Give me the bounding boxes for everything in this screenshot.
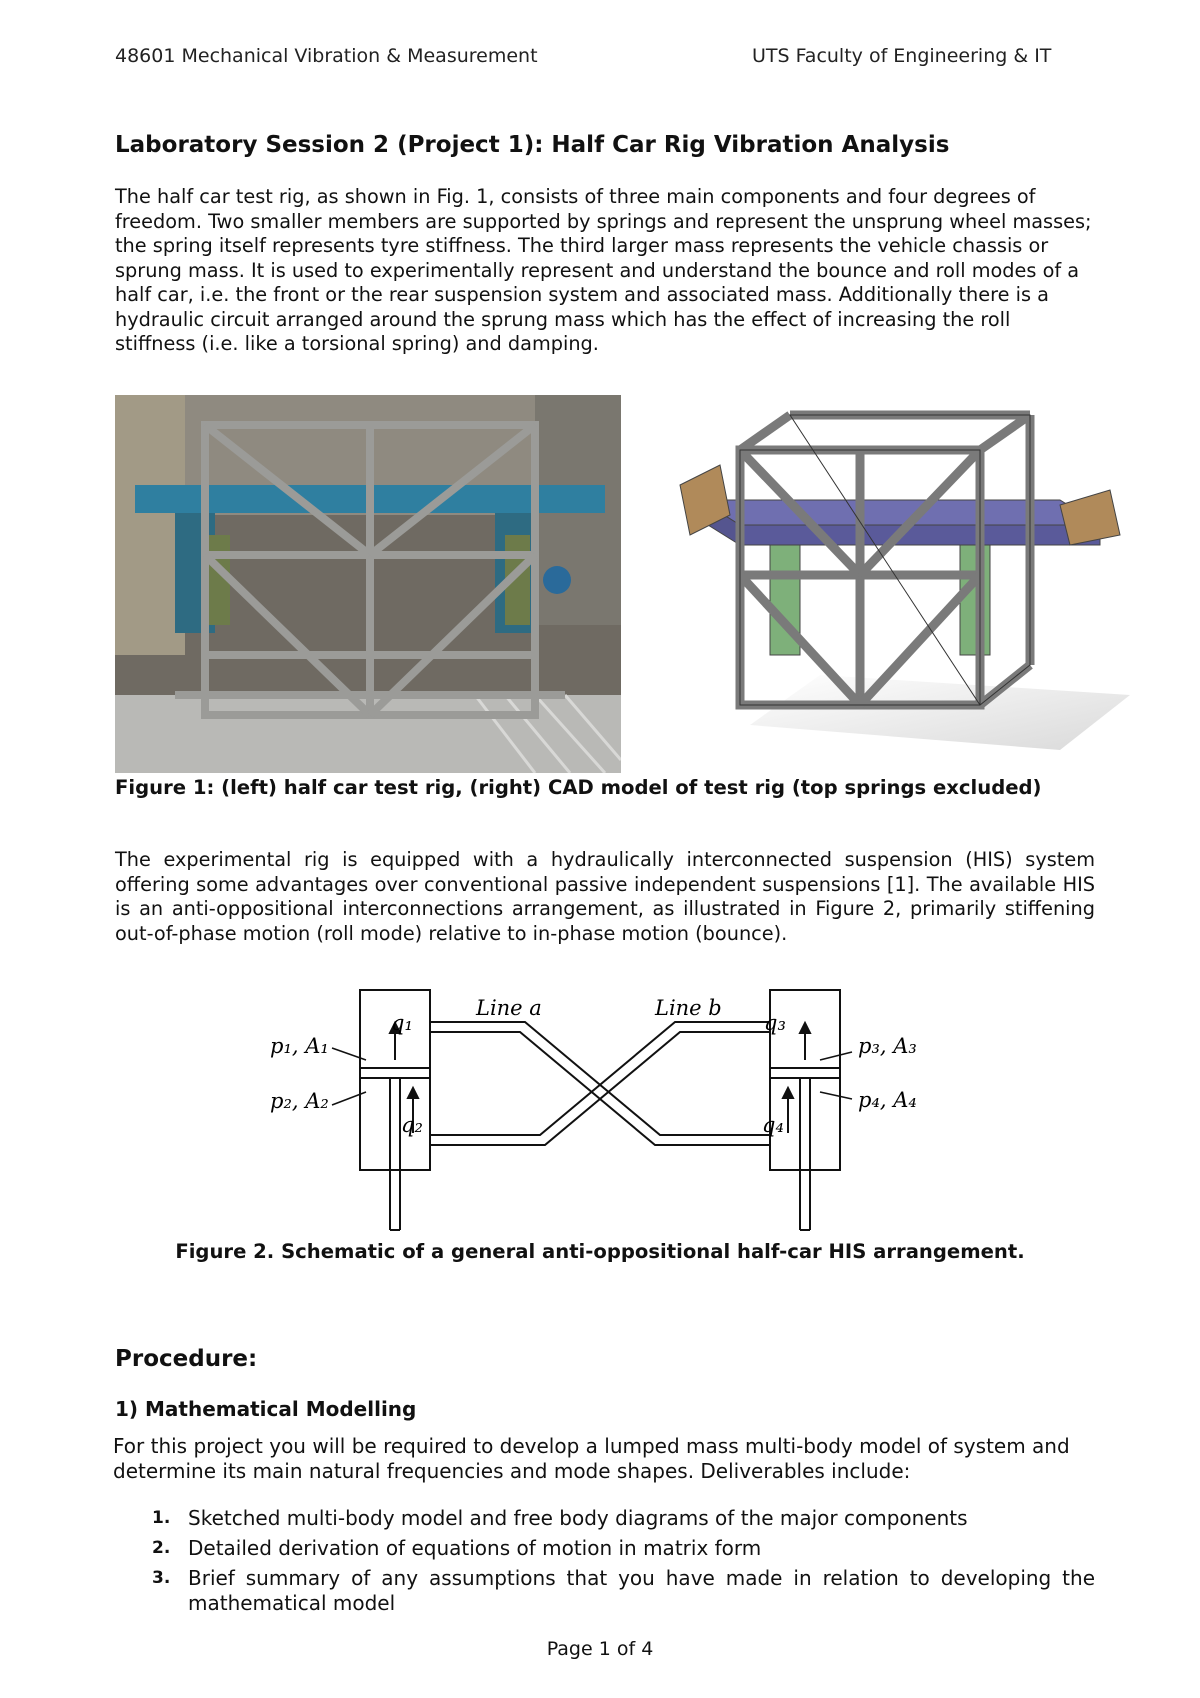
figure-1-caption: Figure 1: (left) half car test rig, (right) CAD model of test rig (top springs excluded) bbox=[115, 776, 1042, 799]
p3-a3-label: p₃, A₃ bbox=[858, 1034, 917, 1058]
intro-paragraph: The half car test rig, as shown in Fig. 1, consists of three main components and four degrees of freedom. Two smaller members are supported by springs and represent the unsprung wheel masses; the spring itself represents tyre stiffness. The third larger mass represents the vehicle chassis or sprung mass. It is used to experimentally represent and understand the bounce and roll modes of a half car, i.e. the front or the rear suspension system and associated mass. Additionally there is a hydraulic circuit arranged around the sprung mass which has the effect of increasing the roll stiffness (i.e. like a torsional spring) and damping. bbox=[115, 185, 1092, 355]
list-item-text: Detailed derivation of equations of motion in matrix form bbox=[188, 1536, 762, 1560]
mathematical-modelling-heading: 1) Mathematical Modelling bbox=[115, 1397, 417, 1421]
q3-label: q₃ bbox=[764, 1011, 786, 1035]
list-number: 1. bbox=[152, 1508, 171, 1528]
list-number: 2. bbox=[152, 1538, 171, 1558]
his-paragraph: The experimental rig is equipped with a hydraulically interconnected suspension (HIS) system offering some advantages over conventional passive independent suspensions [1]. The available HIS is an anti-oppositional interconnections arrangement, as illustrated in Figure 2, primarily stiffening out-of-phase motion (roll mode) relative to in-phase motion (bounce). bbox=[115, 848, 1095, 945]
cad-model-image bbox=[660, 395, 1140, 770]
p1-a1-label: p₁, A₁ bbox=[270, 1034, 329, 1058]
header-course: 48601 Mechanical Vibration & Measurement bbox=[115, 45, 538, 67]
deliverables-list bbox=[115, 1506, 1095, 1621]
line-a-label: Line a bbox=[476, 996, 542, 1020]
list-item-text: Sketched multi-body model and free body diagrams of the major components bbox=[188, 1506, 968, 1530]
list-item bbox=[115, 1536, 1095, 1561]
page-title: Laboratory Session 2 (Project 1): Half Car Rig Vibration Analysis bbox=[115, 132, 950, 158]
p2-a2-label: p₂, A₂ bbox=[270, 1089, 329, 1113]
procedure-paragraph: For this project you will be required to develop a lumped mass multi-body model of system and determine its main natural frequencies and mode shapes. Deliverables include: bbox=[113, 1434, 1070, 1483]
q4-label: q₄ bbox=[762, 1113, 784, 1137]
hydraulic-lines bbox=[430, 1022, 770, 1145]
q1-label: q₁ bbox=[391, 1011, 413, 1035]
list-number: 3. bbox=[152, 1568, 171, 1588]
list-item-text: Brief summary of any assumptions that you have made in relation to developing the mathematical model bbox=[188, 1566, 1095, 1615]
test-rig-photo bbox=[115, 395, 621, 773]
list-item bbox=[115, 1506, 1095, 1531]
p4-a4-label: p₄, A₄ bbox=[858, 1088, 917, 1112]
procedure-heading: Procedure: bbox=[115, 1346, 258, 1372]
figure-2-caption: Figure 2. Schematic of a general anti-oppositional half-car HIS arrangement. bbox=[175, 1240, 1025, 1263]
his-schematic-diagram bbox=[270, 985, 950, 1235]
list-item bbox=[115, 1566, 1095, 1616]
q2-label: q₂ bbox=[401, 1113, 423, 1137]
line-b-label: Line b bbox=[655, 996, 722, 1020]
header-faculty: UTS Faculty of Engineering & IT bbox=[752, 45, 1052, 67]
page-number: Page 1 of 4 bbox=[546, 1638, 654, 1660]
